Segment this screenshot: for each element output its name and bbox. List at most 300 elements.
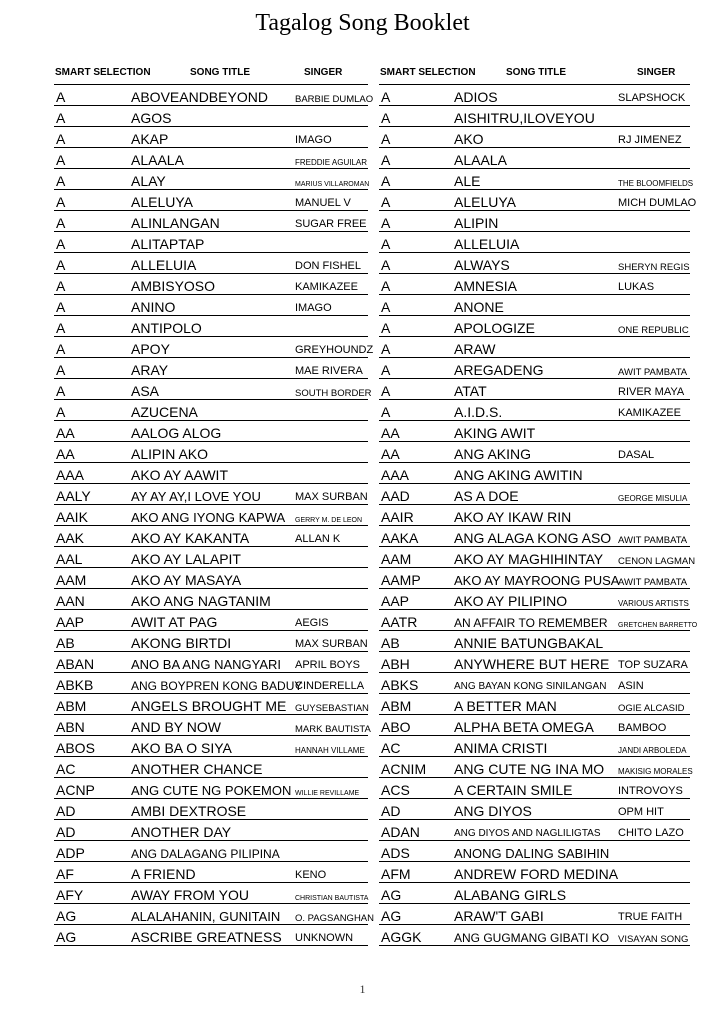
song-title: A BETTER MAN (454, 698, 557, 714)
singer: WILLIE REVILLAME (295, 790, 360, 797)
song-title: ARAY (131, 362, 169, 378)
table-row (54, 505, 368, 526)
selection-code: AG (56, 929, 77, 945)
song-title: ANG ALAGA KONG ASO (454, 530, 612, 546)
song-title: AKO AY LALAPIT (131, 551, 241, 567)
selection-code: A (381, 236, 391, 252)
table-row (379, 85, 690, 106)
selection-code: A (56, 89, 66, 105)
singer: O. PAGSANGHAN (295, 912, 375, 924)
table-row (379, 904, 690, 925)
song-title: APOLOGIZE (454, 320, 535, 336)
song-title: ANONG DALING SABIHIN (454, 846, 610, 861)
song-title: ANYWHERE BUT HERE (454, 656, 610, 672)
table-row (54, 631, 368, 652)
selection-code: A (56, 320, 66, 336)
header-smart-selection: SMART SELECTION (55, 67, 151, 78)
table-row (379, 631, 690, 652)
selection-code: AC (381, 740, 401, 756)
selection-code: A (56, 152, 66, 168)
song-title: AKO AY KAKANTA (131, 530, 250, 546)
selection-code: A (56, 131, 66, 147)
table-row (379, 463, 690, 484)
song-title: ALPHA BETA OMEGA (454, 719, 594, 735)
header-song-title: SONG TITLE (190, 67, 250, 78)
song-title: ANTIPOLO (131, 320, 202, 336)
selection-code: ADS (381, 845, 410, 861)
table-row (54, 169, 368, 190)
selection-code: ABH (381, 656, 410, 672)
selection-code: AAIK (56, 509, 88, 525)
song-title: AALOG ALOG (131, 425, 222, 441)
selection-code: ACS (381, 782, 410, 798)
table-row (379, 526, 690, 547)
selection-code: AC (56, 761, 76, 777)
selection-code: AA (381, 446, 400, 462)
song-title: ALALAHANIN, GUNITAIN (131, 909, 281, 924)
song-title: A FRIEND (131, 866, 196, 882)
table-row (54, 589, 368, 610)
table-row (379, 547, 696, 568)
selection-code: A (381, 299, 391, 315)
selection-code: AA (56, 425, 75, 441)
song-title: ALAALA (454, 152, 507, 168)
singer: FREDDIE AGUILAR (295, 158, 368, 167)
singer: KAMIKAZEE (295, 281, 358, 293)
song-title: ANOTHER DAY (131, 824, 232, 840)
selection-code: AATR (381, 614, 418, 630)
selection-code: AAK (56, 530, 85, 546)
table-row (54, 316, 368, 337)
table-row (54, 106, 368, 127)
song-title: ANG GUGMANG GIBATI KO (454, 931, 610, 945)
song-title: AISHITRU,ILOVEYOU (454, 110, 595, 126)
song-title: ANONE (454, 299, 504, 315)
table-row (379, 862, 690, 883)
song-title: AGOS (131, 110, 172, 126)
song-title: ARAW'T GABI (454, 908, 544, 924)
selection-code: A (381, 89, 391, 105)
selection-code: ABAN (56, 656, 95, 672)
song-title: ALELUYA (454, 194, 516, 210)
table-row (54, 904, 375, 925)
table-row (379, 925, 690, 946)
header-singer: SINGER (637, 67, 676, 78)
selection-code: AAP (381, 593, 410, 609)
table-row (54, 379, 372, 400)
song-title: AMBI DEXTROSE (131, 803, 247, 819)
singer: TRUE FAITH (618, 911, 683, 923)
table-row (54, 463, 368, 484)
singer: MAKISIG MORALES (618, 767, 693, 776)
singer: ONE REPUBLIC (618, 324, 689, 336)
song-title: ADIOS (454, 89, 498, 105)
table-row (379, 127, 690, 148)
selection-code: AB (56, 635, 75, 651)
song-title: AKONG BIRTDI (131, 635, 232, 651)
selection-code: A (381, 194, 391, 210)
song-title: AKO ANG NAGTANIM (131, 593, 271, 609)
page-number: 1 (359, 982, 366, 996)
singer: MARIUS VILLAROMAN (295, 181, 370, 188)
table-row (54, 358, 368, 379)
table-row (379, 883, 690, 904)
singer: OGIE ALCASID (618, 702, 685, 714)
table-header (54, 64, 368, 85)
song-title: AKO AY IKAW RIN (454, 509, 572, 525)
song-title: APOY (131, 341, 170, 357)
table-row (379, 295, 690, 316)
table-row (54, 778, 368, 799)
table-row (379, 757, 693, 778)
table-row (54, 232, 368, 253)
table-row (379, 253, 690, 274)
song-title: ATAT (454, 383, 487, 399)
singer: BAMBOO (618, 722, 667, 734)
song-title: AKO AY MASAYA (131, 572, 242, 588)
table-row (54, 820, 368, 841)
song-title: ALAALA (131, 152, 184, 168)
table-row (54, 190, 368, 211)
selection-code: ABO (381, 719, 411, 735)
selection-code: A (381, 257, 391, 273)
song-title: AKO AY PILIPINO (454, 593, 568, 609)
selection-code: AFM (381, 866, 411, 882)
table-row (379, 400, 690, 421)
singer: SOUTH BORDER (295, 387, 372, 399)
selection-code: AD (381, 803, 401, 819)
table-row (54, 148, 368, 169)
selection-code: AG (381, 908, 402, 924)
selection-code: A (56, 299, 66, 315)
table-row (379, 148, 690, 169)
singer: DON FISHEL (295, 260, 362, 272)
table-row (54, 673, 368, 694)
table-row (379, 190, 697, 211)
table-row (379, 673, 690, 694)
singer: CHRISTIAN BAUTISTA (295, 895, 369, 902)
header-smart-selection: SMART SELECTION (380, 67, 476, 78)
table-row (379, 694, 690, 715)
song-title: ASCRIBE GREATNESS (131, 929, 282, 945)
singer: IMAGO (295, 302, 332, 314)
singer: DASAL (618, 449, 655, 461)
song-title: AKO AY MAGHIHINTAY (454, 551, 604, 567)
table-row (379, 610, 698, 631)
selection-code: A (381, 383, 391, 399)
selection-code: ADP (56, 845, 85, 861)
singer: ALLAN K (295, 533, 341, 545)
table-row (54, 799, 368, 820)
selection-code: A (56, 257, 66, 273)
table-row (379, 568, 690, 589)
table-row (54, 442, 368, 463)
song-title: ANG DIYOS AND NAGLILIGTAS (454, 828, 601, 839)
table-row (54, 841, 368, 862)
table-row (379, 274, 690, 295)
song-title: ANDREW FORD MEDINA (454, 866, 619, 882)
song-title: ANG AKING AWITIN (454, 467, 583, 483)
table-row (379, 316, 690, 337)
song-title: ALAY (131, 173, 166, 189)
selection-code: A (381, 404, 391, 420)
song-title: ANG AKING (454, 446, 532, 462)
song-title: AN AFFAIR TO REMEMBER (454, 616, 608, 630)
table-row (379, 778, 690, 799)
singer: MICH DUMLAO (618, 197, 697, 209)
singer: KAMIKAZEE (618, 407, 681, 419)
table-row (54, 400, 368, 421)
singer: RIVER MAYA (618, 386, 685, 398)
table-row (54, 85, 374, 106)
song-title: AWAY FROM YOU (131, 887, 249, 903)
song-title: ALIPIN AKO (131, 446, 209, 462)
selection-code: AAMP (381, 572, 421, 588)
table-row (54, 295, 368, 316)
table-row (54, 883, 368, 904)
table-row (54, 253, 368, 274)
selection-code: A (56, 278, 66, 294)
song-title: ANINO (131, 299, 176, 315)
selection-code: ABKB (56, 677, 94, 693)
singer: VARIOUS ARTISTS (618, 599, 689, 608)
singer: AWIT PAMBATA (618, 576, 688, 588)
singer: GERRY M. DE LEON (295, 517, 363, 524)
table-row (379, 211, 690, 232)
selection-code: AB (381, 635, 400, 651)
selection-code: AAN (56, 593, 85, 609)
selection-code: A (381, 215, 391, 231)
singer: RJ JIMENEZ (618, 134, 682, 146)
singer: HANNAH VILLAME (295, 746, 365, 755)
table-row (54, 547, 368, 568)
selection-code: A (381, 152, 391, 168)
song-title: ANG BAYAN KONG SINILANGAN (454, 681, 607, 692)
selection-code: AALY (56, 488, 91, 504)
table-row (379, 358, 690, 379)
selection-code: ABM (56, 698, 87, 714)
song-title: ANG DIYOS (454, 803, 532, 819)
selection-code: AG (381, 887, 402, 903)
song-title: ALELUYA (131, 194, 193, 210)
song-title: AKING AWIT (454, 425, 536, 441)
selection-code: A (56, 236, 66, 252)
singer: JANDI ARBOLEDA (618, 746, 687, 755)
selection-code: A (381, 110, 391, 126)
table-row (54, 211, 368, 232)
song-title: AKAP (131, 131, 169, 147)
table-row (54, 862, 368, 883)
table-row (379, 232, 690, 253)
singer: MARK BAUTISTA (295, 723, 371, 735)
table-row (54, 610, 368, 631)
selection-code: A (381, 362, 391, 378)
table-row (54, 736, 368, 757)
singer: AWIT PAMBATA (618, 366, 688, 378)
singer: SUGAR FREE (295, 218, 367, 230)
table-row (54, 337, 374, 358)
singer: INTROVOYS (618, 785, 683, 797)
table-row (379, 379, 690, 400)
singer: ASIN (618, 680, 644, 692)
song-title: ANO BA ANG NANGYARI (131, 657, 282, 672)
selection-code: AF (56, 866, 74, 882)
song-title: ALE (454, 173, 481, 189)
singer: IMAGO (295, 134, 332, 146)
singer: SLAPSHOCK (618, 92, 686, 104)
singer: MAE RIVERA (295, 365, 363, 377)
table-row (54, 652, 368, 673)
selection-code: AAKA (381, 530, 419, 546)
page-title: Tagalog Song Booklet (255, 10, 470, 36)
selection-code: A (56, 215, 66, 231)
table-row (379, 799, 690, 820)
song-title: ANNIE BATUNGBAKAL (454, 635, 604, 651)
table-row (54, 526, 368, 547)
table-row (54, 421, 368, 442)
song-title: AMNESIA (454, 278, 518, 294)
selection-code: ADAN (381, 824, 420, 840)
table-row (379, 421, 690, 442)
song-title: ANG CUTE NG POKEMON (131, 783, 292, 798)
song-title: ALLELUIA (131, 257, 197, 273)
song-title: AKO BA O SIYA (131, 740, 232, 756)
selection-code: ACNIM (381, 761, 427, 777)
table-row (379, 736, 690, 757)
song-title: A CERTAIN SMILE (454, 782, 573, 798)
song-title: ANG CUTE NG INA MO (454, 761, 605, 777)
song-title: AKO ANG IYONG KAPWA (131, 510, 286, 525)
song-title: AS A DOE (454, 488, 519, 504)
selection-code: ABN (56, 719, 85, 735)
table-row (379, 589, 690, 610)
singer: MAX SURBAN (295, 638, 368, 650)
singer: KENO (295, 869, 327, 881)
selection-code: AAIR (381, 509, 414, 525)
selection-code: A (56, 173, 66, 189)
table-row (379, 169, 694, 190)
song-title: ALABANG GIRLS (454, 887, 567, 903)
selection-code: A (381, 278, 391, 294)
song-title: ALIPIN (454, 215, 499, 231)
table-row (54, 484, 368, 505)
selection-code: AG (56, 908, 77, 924)
song-title: AKO (454, 131, 484, 147)
selection-code: A (381, 320, 391, 336)
selection-code: AFY (56, 887, 84, 903)
song-title: AWIT AT PAG (131, 614, 218, 630)
song-title: AKO AY AAWIT (131, 467, 228, 483)
header-singer: SINGER (304, 67, 343, 78)
table-row (54, 127, 368, 148)
singer: SHERYN REGIS (618, 261, 690, 273)
song-title: ALITAPTAP (131, 236, 205, 252)
song-title: ANIMA CRISTI (454, 740, 548, 756)
selection-code: ACNP (56, 782, 95, 798)
singer: MANUEL V (295, 197, 351, 209)
singer: CHITO LAZO (618, 827, 684, 839)
selection-code: A (56, 110, 66, 126)
selection-code: AAM (56, 572, 87, 588)
table-row (379, 106, 690, 127)
table-row (379, 505, 690, 526)
selection-code: AD (56, 803, 76, 819)
selection-code: AAA (381, 467, 410, 483)
selection-code: A (56, 341, 66, 357)
table-row (54, 694, 368, 715)
table-row (379, 442, 690, 463)
selection-code: AAM (381, 551, 412, 567)
song-title: ANGELS BROUGHT ME (131, 698, 287, 714)
selection-code: AAA (56, 467, 85, 483)
song-title: AY AY AY,I LOVE YOU (131, 489, 261, 504)
selection-code: A (381, 173, 391, 189)
table-row (379, 484, 690, 505)
selection-code: A (56, 362, 66, 378)
singer: GREYHOUNDZ (295, 344, 374, 356)
singer: TOP SUZARA (618, 659, 688, 671)
song-title: ARAW (454, 341, 496, 357)
song-title: ALINLANGAN (131, 215, 220, 231)
song-title: A.I.D.S. (454, 404, 503, 420)
selection-code: ABM (381, 698, 412, 714)
table-row (379, 652, 690, 673)
singer: THE BLOOMFIELDS (618, 179, 694, 188)
header-song-title: SONG TITLE (506, 67, 566, 78)
selection-code: AAL (56, 551, 83, 567)
selection-code: A (381, 131, 391, 147)
singer: GUYSEBASTIAN (295, 702, 369, 714)
song-rows-right (379, 85, 698, 946)
table-row (379, 820, 690, 841)
selection-code: A (56, 383, 66, 399)
selection-code: AA (381, 425, 400, 441)
table-row (54, 715, 371, 736)
selection-code: AA (56, 446, 75, 462)
table-row (54, 568, 368, 589)
table-row (54, 925, 368, 946)
selection-code: A (381, 341, 391, 357)
song-title: AND BY NOW (131, 719, 221, 735)
song-title: AKO AY MAYROONG PUSA (454, 573, 620, 588)
singer: GRETCHEN BARRETTO (618, 622, 698, 629)
song-title: ANG BOYPREN KONG BADUY (131, 679, 303, 693)
song-title: AREGADENG (454, 362, 544, 378)
singer: LUKAS (618, 281, 655, 293)
selection-code: A (56, 404, 66, 420)
song-rows-left (54, 85, 375, 946)
selection-code: AAP (56, 614, 85, 630)
singer: APRIL BOYS (295, 659, 361, 671)
song-title: ANOTHER CHANCE (131, 761, 263, 777)
singer: UNKNOWN (295, 932, 354, 944)
song-title: ALWAYS (454, 257, 510, 273)
singer: GEORGE MISULIA (618, 494, 688, 503)
song-table-right (379, 64, 698, 946)
singer: AEGIS (295, 617, 329, 629)
singer: OPM HIT (618, 806, 664, 818)
table-header (379, 64, 690, 85)
table-row (379, 841, 690, 862)
selection-code: AD (56, 824, 76, 840)
singer: BARBIE DUMLAO (295, 93, 374, 105)
selection-code: ABOS (56, 740, 95, 756)
table-row (54, 274, 368, 295)
selection-code: AGGK (381, 929, 422, 945)
song-title: AZUCENA (131, 404, 198, 420)
selection-code: ABKS (381, 677, 419, 693)
song-table-left (54, 64, 375, 946)
